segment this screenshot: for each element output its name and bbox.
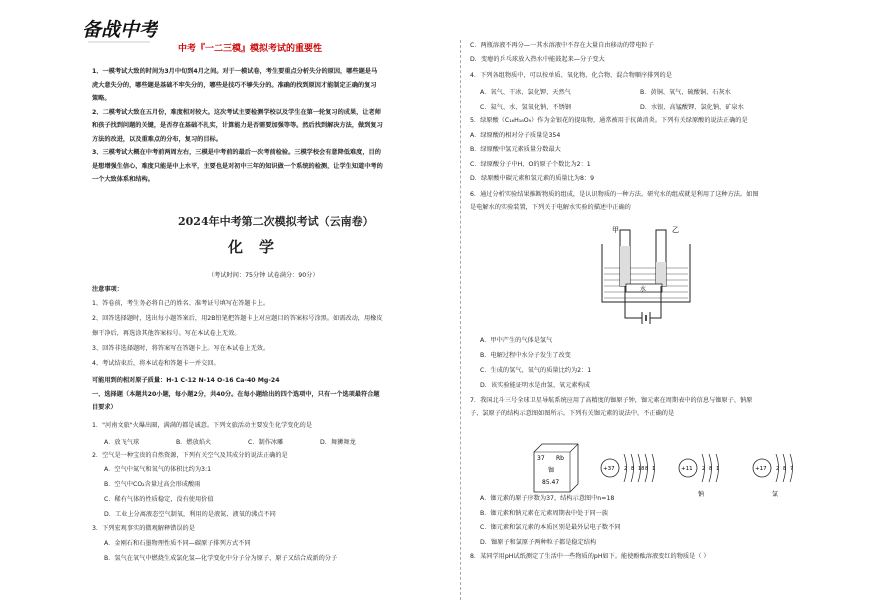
exam-title: 2024年中考第二次模拟考试（云南卷） bbox=[178, 215, 374, 228]
option-line: A．铷元素的原子序数为37，结构示意图中n=18 bbox=[480, 495, 615, 502]
shell-count: 1 bbox=[652, 466, 656, 472]
question-7-line: 7．我国北斗三号全球卫星导航系统应用了高精度的铷原子钟，铷元素在周期表中的信息与铷原子、钠原 bbox=[470, 397, 753, 404]
option-line: C．稀有气体的性质稳定，没有使用价值 bbox=[104, 496, 214, 503]
option-line: A．金刚石和石墨物理性质不同—碳原子排列方式不同 bbox=[104, 540, 251, 547]
option-line: D．该实验能证明水是由氢、氧元素构成 bbox=[480, 382, 590, 389]
option-line: A．氧气、干冰、氯化钾、天然气 bbox=[480, 89, 571, 96]
option-line: B．氢气在氧气中燃烧生成氯化氢—化学变化中分子分为原子，原子又结合成新的分子 bbox=[104, 555, 338, 562]
atom-diagram bbox=[753, 454, 793, 498]
intro-line: 3、三模考试大概在中考前两周左右，三模是中考前的最后一次考前检验。三模学校会有意降低难度，目的 bbox=[92, 149, 381, 156]
header-importance: 中考『一二三模』模拟考试的重要性 bbox=[178, 44, 323, 54]
option-line: B．黄铜、氧气、硫酸铜、石灰水 bbox=[640, 89, 731, 96]
question-2: 2．空气是一种宝贵的自然资源，下列有关空气及其成分的说法正确的是 bbox=[92, 452, 288, 459]
question-1: 1．"河南文旅"火爆出圈，满满的都是诚意。下列文旅活动主要发生化学变化的是 bbox=[92, 422, 313, 429]
shell-count: 2 bbox=[624, 466, 628, 472]
nucleus-charge: +11 bbox=[681, 466, 693, 472]
intro-line: 和孩子找到问题的关键，是否存在基础不扎实，计算能力是否需要加强等等。然后找到解决方法，做到复习 bbox=[92, 122, 383, 129]
question-5-line: C．绿原酸分子中H、O的原子个数比为2：1 bbox=[470, 160, 591, 168]
option-line: B．电解过程中水分子发生了改变 bbox=[480, 352, 571, 359]
shell-count: 8 bbox=[783, 466, 787, 472]
atom-structure-diagram bbox=[530, 440, 830, 500]
question-8: 8．某同学用pH试纸测定了生活中一些物质的pH如下。能使酚酞溶液变红的物质是（ ） bbox=[470, 553, 710, 560]
question-6-line: 是电解水的实验装置，下列关于电解水实验的描述中正确的 bbox=[470, 204, 631, 211]
intro-line: 1、一模考试大致的时间为3月中旬到4月之间。对于一模试卷，考生要重点分析失分的原因，哪些题是马 bbox=[92, 68, 378, 75]
element-cell bbox=[534, 444, 578, 492]
option-line: B．燃放焰火 bbox=[176, 439, 212, 446]
note-line: 2、回答选择题时，选出每小题答案后，用2B铅笔把答题卡上对应题目的答案标号涂黑。如需改动，用橡皮 bbox=[92, 315, 383, 322]
shell-count: 8 bbox=[645, 466, 649, 472]
option-line: D．舞狮舞龙 bbox=[320, 439, 356, 446]
atom-diagram bbox=[679, 454, 719, 498]
atom-diagram bbox=[601, 454, 655, 482]
atom-label: 氯 bbox=[772, 491, 779, 498]
shell-count: 8 bbox=[631, 466, 635, 472]
atomic-masses: 可能用到的相对原子质量：H-1 C-12 N-14 O-16 Ca-40 Mg-24 bbox=[92, 377, 280, 384]
option-line: B．空气中CO₂含量过高会形成酸雨 bbox=[104, 481, 201, 488]
intro-line: 虎大意失分的，哪些题是基础不牢失分的，哪些是技巧不够失分的。准确的找到原因才能制定正确的复习 bbox=[92, 81, 377, 89]
intro-line: 方法的改进，以及重难点的分布，复习的目标。 bbox=[92, 135, 222, 143]
option-line: A．放飞气球 bbox=[104, 439, 140, 446]
option-line: D．铷原子和氯原子两种粒子都是稳定结构 bbox=[480, 538, 597, 546]
question-5-line: D．绿原酸中碳元素和氢元素的质量比为8：9 bbox=[470, 175, 595, 182]
shell-count: 2 bbox=[776, 466, 780, 472]
option-line: C．两瓶溶液不再分—一其水溶液中不存在大量自由移动的带电粒子 bbox=[470, 42, 654, 49]
option-line: C．生成的氢气、氧气的质量比约为2：1 bbox=[480, 367, 592, 374]
water-label: 水 bbox=[640, 286, 647, 293]
intro-line: 一个大致体系和结构。 bbox=[92, 176, 154, 183]
question-5-line: B．绿原酸中氢元素质量分数最大 bbox=[470, 146, 561, 153]
intro-line: 策略。 bbox=[92, 95, 111, 102]
shell-count: 8 bbox=[709, 466, 713, 472]
tube-label-right: 乙 bbox=[672, 226, 679, 234]
shell-count: 1 bbox=[716, 466, 720, 472]
option-line: C．氦气、水、氢氧化钠、不锈钢 bbox=[480, 104, 571, 111]
question-5-line: A．绿原酸的相对分子质量是354 bbox=[470, 131, 561, 139]
option-line: C．制作冰雕 bbox=[248, 439, 284, 446]
question-6-line: 6．通过分析实验结果推断物质的组成，是认识物质的一种方法。研究水的组成就是利用了这种方法。如图 bbox=[470, 191, 759, 198]
option-line: D．变瘪的乒乓球放入热水中能鼓起来—分子变大 bbox=[470, 56, 605, 63]
option-line: A．空气中氮气和氧气的体积比约为3:1 bbox=[104, 466, 212, 473]
tube-label-left: 甲 bbox=[612, 226, 619, 234]
column-divider bbox=[460, 40, 461, 600]
question-4: 4．下列各组物质中，可以按单质、氧化物、化合物、混合物顺序排列的是 bbox=[470, 72, 672, 79]
section-1-line: 一、选择题（本题共20小题，每小题2分，共40分。在每小题给出的四个选项中，只有一个选项最符合题 bbox=[92, 391, 380, 398]
element-mass: 85.47 bbox=[542, 479, 560, 486]
note-line: 1、答卷前，考生务必将自己的姓名、准考证号填写在答题卡上。 bbox=[92, 300, 270, 307]
option-line: A．甲中产生的气体是氢气 bbox=[480, 337, 553, 344]
subject-title: 化学 bbox=[228, 238, 291, 256]
exam-meta: （考试时间：75分钟 试卷满分：90分） bbox=[208, 272, 319, 279]
notes-heading: 注意事项： bbox=[92, 286, 123, 293]
section-1-line: 目要求） bbox=[92, 404, 117, 411]
electrolysis-diagram bbox=[596, 222, 706, 332]
brand-logo bbox=[80, 12, 158, 48]
option-line: C．铷元素和氯元素的本质区别是最外层电子数不同 bbox=[480, 524, 621, 531]
intro-line: 2、二模考试大致在五月份，难度相对较大。这次考试主要检测学校以及学生在第一轮复习的成果，让老师 bbox=[92, 108, 381, 116]
option-line: D．工业上分离液态空气制氧，利用的是液氮、液氧的沸点不同 bbox=[104, 511, 276, 518]
question-3: 3．下列宏观事实的微观解释错误的是 bbox=[92, 525, 195, 532]
element-number: 37 bbox=[537, 455, 545, 462]
element-name: 铷 bbox=[548, 467, 555, 474]
note-line: 擦干净后，再选涂其他答案标号。写在本试卷上无效。 bbox=[92, 330, 241, 337]
nucleus-charge: +37 bbox=[603, 466, 615, 472]
shell-count: 2 bbox=[702, 466, 706, 472]
shell-count: 18 bbox=[638, 466, 645, 472]
note-line: 4、考试结束后，将本试卷和答题卡一并交回。 bbox=[92, 360, 220, 367]
nucleus-charge: +17 bbox=[755, 466, 767, 472]
question-7-line: 子、氯原子的结构示意图如图所示。下列有关铷元素的说法中，不正确的是 bbox=[470, 410, 675, 417]
note-line: 3、回答非选择题时，将答案写在答题卡上。写在本试卷上无效。 bbox=[92, 345, 270, 352]
intro-line: 是想增强生信心，难度只能是中上水平，主要也是对初中三年的知识做一个系统的检测，让学生知道中考的 bbox=[92, 162, 383, 170]
option-line: B．铷元素和钠元素在元素周期表中处于同一族 bbox=[480, 509, 608, 517]
element-symbol: Rb bbox=[556, 455, 564, 462]
svg-text:备战中考: 备战中考 bbox=[82, 19, 158, 41]
shell-count: 7 bbox=[790, 466, 794, 472]
atom-label: 钠 bbox=[698, 491, 705, 498]
option-line: D．水银、高锰酸钾、氯化钠、矿泉水 bbox=[640, 104, 744, 111]
question-5-line: 5．绿原酸（C₁₆H₁₈O₉）作为金银花的提取物，通常被用于抗菌消炎。下列有关绿原酸的说法正确的是 bbox=[470, 117, 748, 124]
